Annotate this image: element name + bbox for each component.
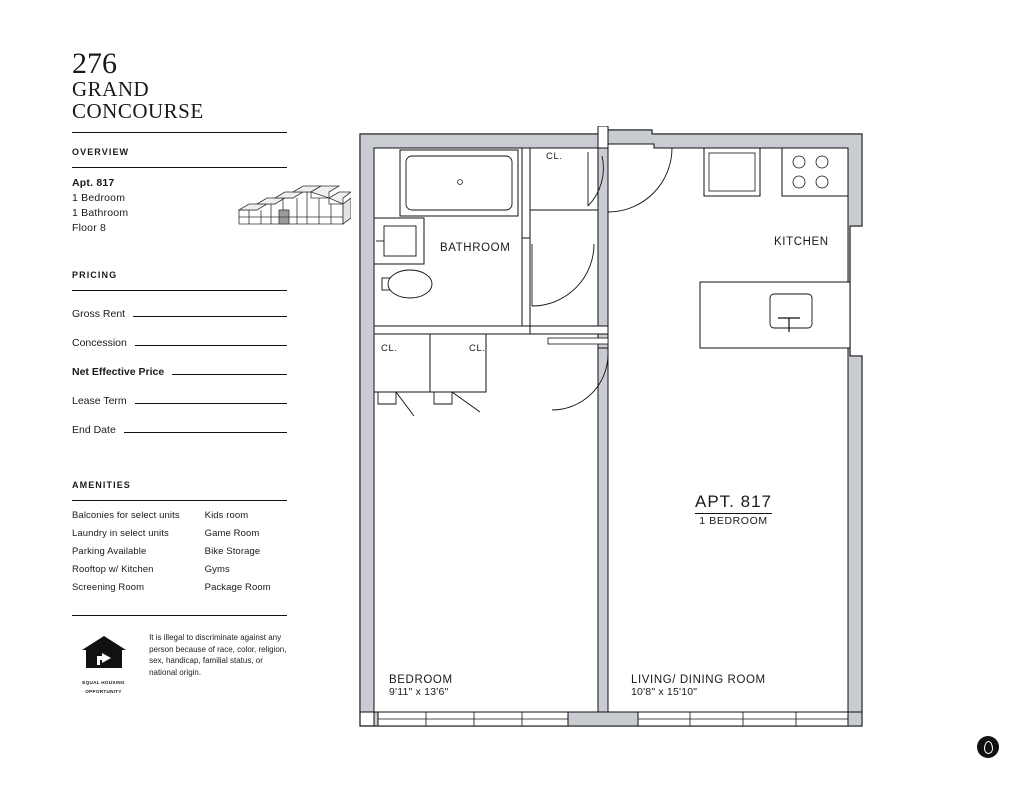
pricing-label: Lease Term	[72, 395, 127, 407]
building-massing-icon	[231, 174, 351, 249]
list-item: Bike Storage	[204, 546, 261, 557]
divider-pricing	[72, 290, 287, 291]
list-item: Laundry in select units	[72, 528, 169, 539]
amenities-heading: AMENITIES	[72, 480, 131, 490]
room-label-bedroom	[389, 674, 453, 698]
list-item: Balconies for select units	[72, 510, 180, 521]
pricing-label: Concession	[72, 337, 127, 349]
closet-label-2: CL.	[381, 343, 398, 354]
pricing-label: End Date	[72, 424, 116, 436]
pricing-value-blank[interactable]	[135, 345, 287, 346]
amenities-list	[72, 507, 287, 597]
list-item: Rooftop w/ Kitchen	[72, 564, 154, 575]
equal-housing-icon	[80, 632, 128, 672]
amenities-column-1	[72, 507, 195, 597]
closet-label-1: CL.	[546, 151, 563, 162]
floorplan-drawing	[352, 126, 892, 746]
pricing-value-blank[interactable]	[133, 316, 287, 317]
pricing-label: Net Effective Price	[72, 366, 165, 378]
equal-housing-logo	[72, 632, 135, 695]
legal-disclaimer: It is illegal to discriminate against any person because of race, color, religion, sex, handicap, familial status, or national origin.	[149, 633, 287, 677]
overview-bathrooms: 1 Bathroom	[72, 207, 129, 219]
divider-top	[72, 132, 287, 133]
overview-block	[72, 168, 287, 256]
apt-callout-subtitle: 1 BEDROOM	[695, 513, 772, 527]
list-item: Game Room	[204, 528, 260, 539]
room-name: LIVING/ DINING ROOM	[631, 674, 766, 686]
pricing-heading: PRICING	[72, 270, 118, 280]
amenities-column-2	[205, 507, 287, 597]
room-label-kitchen: KITCHEN	[774, 236, 829, 248]
brand-line-3: CONCOURSE	[72, 99, 204, 123]
pricing-label: Gross Rent	[72, 308, 126, 320]
pricing-row-end-date	[72, 424, 287, 436]
eho-caption-1: EQUAL HOUSING	[82, 680, 125, 685]
overview-bedrooms: 1 Bedroom	[72, 192, 126, 204]
overview-floor: Floor 8	[72, 222, 107, 234]
list-item: Gyms	[204, 564, 230, 575]
pricing-row-net-effective-price	[72, 366, 287, 378]
info-panel	[72, 47, 287, 695]
pricing-row-concession	[72, 337, 287, 349]
closet-label-3: CL.	[469, 343, 486, 354]
room-label-bathroom: BATHROOM	[440, 242, 511, 254]
pricing-rows	[72, 308, 287, 436]
pricing-value-blank[interactable]	[135, 403, 287, 404]
list-item: Screening Room	[72, 582, 145, 593]
apt-callout	[695, 492, 772, 527]
list-item: Kids room	[204, 510, 249, 521]
brand-logo	[72, 47, 287, 123]
pricing-row-gross-rent	[72, 308, 287, 320]
footer-block	[72, 632, 287, 695]
room-dimensions: 9'11" x 13'6"	[389, 686, 449, 698]
divider-amenities	[72, 500, 287, 501]
company-mark-icon	[977, 736, 999, 758]
brand-line-2: GRAND	[72, 77, 150, 101]
pricing-row-lease-term	[72, 395, 287, 407]
pricing-value-blank[interactable]	[172, 374, 287, 375]
room-label-living-dining	[631, 674, 766, 698]
eho-caption-2: OPPORTUNITY	[85, 689, 122, 694]
list-item: Parking Available	[72, 546, 147, 557]
apt-callout-title: APT. 817	[695, 492, 772, 511]
pricing-value-blank[interactable]	[124, 432, 287, 433]
room-dimensions: 10'8" x 15'10"	[631, 686, 698, 698]
room-name: BEDROOM	[389, 674, 453, 686]
brand-number: 276	[72, 47, 117, 80]
list-item: Package Room	[204, 582, 271, 593]
overview-heading: OVERVIEW	[72, 147, 130, 157]
divider-footer	[72, 615, 287, 616]
overview-apt: Apt. 817	[72, 177, 115, 189]
